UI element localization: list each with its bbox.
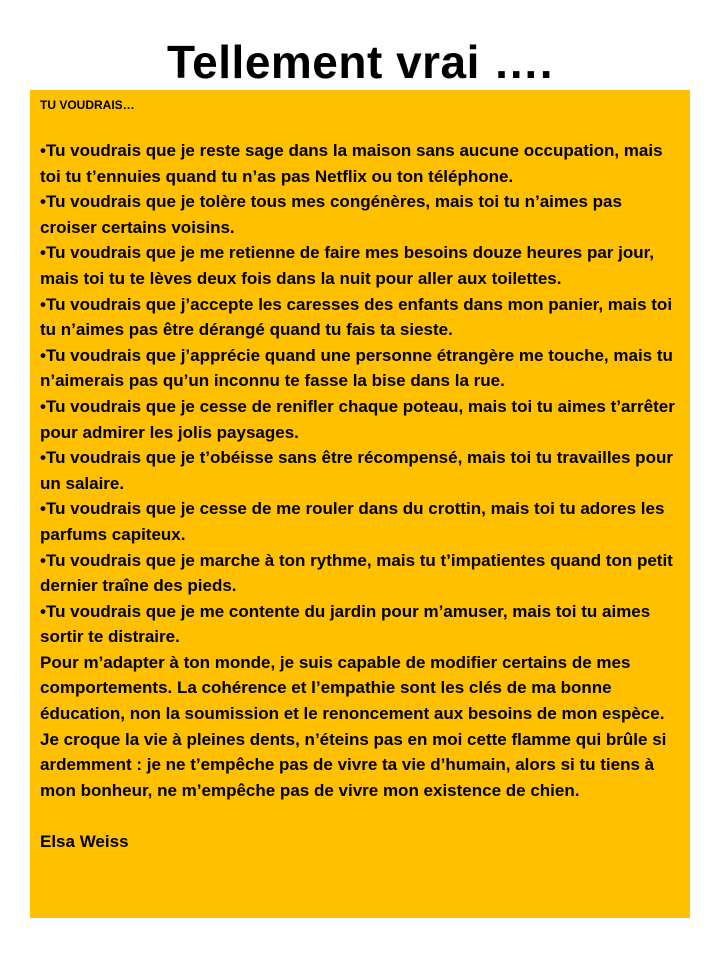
page-title: Tellement vrai ….	[166, 36, 553, 88]
closing-paragraph: Pour m’adapter à ton monde, je suis capable de modifier certains de mes comportements. La cohérence et l’empathie sont les clés de ma bonne éducation, non la soumission et le renoncement aux besoins de mon espèce.	[40, 652, 665, 724]
author-signature: Elsa Weiss	[40, 832, 129, 852]
bullet-item: •Tu voudrais que j’accepte les caresses des enfants dans mon panier, mais toi tu n’aimes pas être dérangé quand tu fais ta sieste.	[40, 294, 673, 340]
bullet-item: •Tu voudrais que je tolère tous mes congénères, mais toi tu n’aimes pas croiser certains voisins.	[40, 192, 622, 237]
text-panel	[30, 90, 690, 918]
bullet-item: •Tu voudrais que je cesse de me rouler dans du crottin, mais toi tu adores les parfums capiteux.	[40, 499, 665, 544]
closing-paragraph: Je croque la vie à pleines dents, n’éteins pas en moi cette flamme qui brûle si ardemment : je ne t’empêche pas de vivre ta vie d’humain, alors si tu tiens à mon bonheur, ne m’empêche pas de vivre mon existence de chien.	[40, 729, 667, 800]
bullet-item: •Tu voudrais que je t’obéisse sans être récompensé, mais toi tu travailles pour un salaire.	[40, 448, 673, 493]
bullet-item: •Tu voudrais que je cesse de renifler chaque poteau, mais toi tu aimes t’arrêter pour admirer les jolis paysages.	[40, 396, 675, 442]
bullet-item: •Tu voudrais que je me retienne de faire mes besoins douze heures par jour, mais toi tu te lèves deux fois dans la nuit pour aller aux toilettes.	[40, 243, 655, 288]
bullet-item: •Tu voudrais que je marche à ton rythme, mais tu t’impatientes quand ton petit dernier traîne des pieds.	[40, 550, 673, 596]
bullet-item: •Tu voudrais que j’apprécie quand une personne étrangère me touche, mais tu n’aimerais pas qu’un inconnu te fasse la bise dans la rue.	[40, 345, 673, 391]
bullet-item: •Tu voudrais que je reste sage dans la maison sans aucune occupation, mais toi tu t’ennuies quand tu n’as pas Netflix ou ton téléphone.	[40, 141, 663, 186]
section-heading: TU VOUDRAIS…	[40, 98, 135, 112]
bullet-item: •Tu voudrais que je me contente du jardin pour m’amuser, mais toi tu aimes sortir te distraire.	[40, 601, 651, 647]
